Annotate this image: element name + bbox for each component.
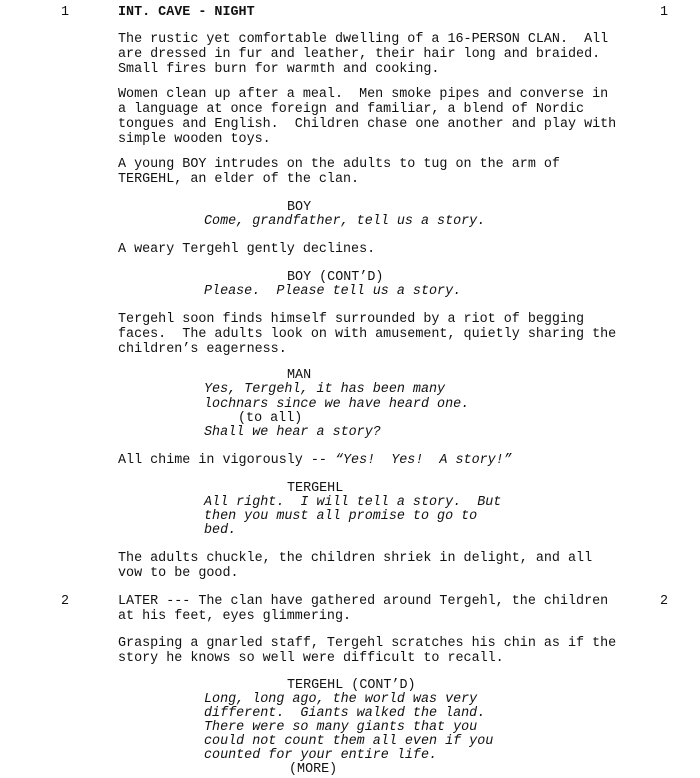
dialogue-line: counted for your entire life. [204, 748, 438, 763]
action-line: Small fires burn for warmth and cooking. [118, 62, 440, 77]
action-line: A weary Tergehl gently declines. [118, 242, 376, 257]
action-paragraph [118, 312, 616, 357]
action-line: Grasping a gnarled staff, Tergehl scratches his chin as if the [118, 636, 617, 651]
character-name: MAN [287, 368, 312, 383]
action-line: at his feet, eyes glimmering. [118, 609, 352, 624]
dialogue-line: then you must all promise to go to [204, 509, 478, 524]
dialogue-line: Shall we hear a story? [204, 425, 381, 440]
dialogue-line: bed. [204, 523, 237, 538]
scene-heading: INT. CAVE - NIGHT [118, 5, 255, 20]
dialogue-line: Come, grandfather, tell us a story. [204, 214, 486, 229]
scene-number-right: 2 [660, 594, 669, 609]
dialogue-line: Please. Please tell us a story. [204, 284, 462, 299]
action-line: The adults chuckle, the children shriek in delight, and all [118, 551, 593, 566]
action-paragraph [118, 594, 608, 624]
parenthetical: (to all) [238, 411, 303, 426]
action-line: TERGEHL, an elder of the clan. [118, 172, 360, 187]
scene-number-left: 1 [61, 5, 70, 20]
dialogue-line: lochnars since we have heard one. [204, 397, 470, 412]
action-line: a language at once foreign and familiar, a blend of Nordic [118, 102, 585, 117]
action-paragraph [118, 157, 560, 187]
action-line: LATER --- The clan have gathered around Tergehl, the children [118, 594, 609, 609]
action-paragraph [118, 87, 616, 147]
action-paragraph [118, 32, 608, 77]
action-text: All chime in vigorously -- [118, 453, 335, 468]
action-line: tongues and English. Children chase one another and play with [118, 117, 617, 132]
action-line: A young BOY intrudes on the adults to tug on the arm of [118, 157, 560, 172]
action-line: are dressed in fur and leather, their hair long and braided. [118, 47, 601, 62]
character-name: BOY [287, 200, 312, 215]
scene-number-left: 2 [61, 594, 70, 609]
dialogue-line: different. Giants walked the land. [204, 706, 486, 721]
dialogue-line: Yes, Tergehl, it has been many [204, 382, 446, 397]
action-line: Women clean up after a meal. Men smoke pipes and converse in [118, 87, 609, 102]
action-line: faces. The adults look on with amusement, quietly sharing the [118, 327, 617, 342]
action-line: Tergehl soon finds himself surrounded by a riot of begging [118, 312, 585, 327]
scene-number-right: 1 [660, 5, 669, 20]
action-line: The rustic yet comfortable dwelling of a 16-PERSON CLAN. All [118, 32, 609, 47]
character-name: TERGEHL (CONT’D) [287, 678, 416, 693]
action-line: simple wooden toys. [118, 132, 271, 147]
action-quote: “Yes! Yes! A story!” [334, 453, 512, 468]
more-marker: (MORE) [289, 762, 338, 777]
action-paragraph [118, 636, 616, 666]
dialogue-line: could not count them all even if you [204, 734, 494, 749]
action-line: vow to be good. [118, 566, 239, 581]
dialogue-line: Long, long ago, the world was very [204, 692, 478, 707]
dialogue-line: There were so many giants that you [204, 720, 478, 735]
action-line [118, 453, 512, 468]
action-line: children’s eagerness. [118, 342, 287, 357]
action-line: story he knows so well were difficult to recall. [118, 651, 504, 666]
dialogue-line: All right. I will tell a story. But [204, 495, 502, 510]
action-paragraph [118, 551, 592, 581]
character-name: BOY (CONT’D) [287, 270, 384, 285]
character-name: TERGEHL [287, 481, 344, 496]
